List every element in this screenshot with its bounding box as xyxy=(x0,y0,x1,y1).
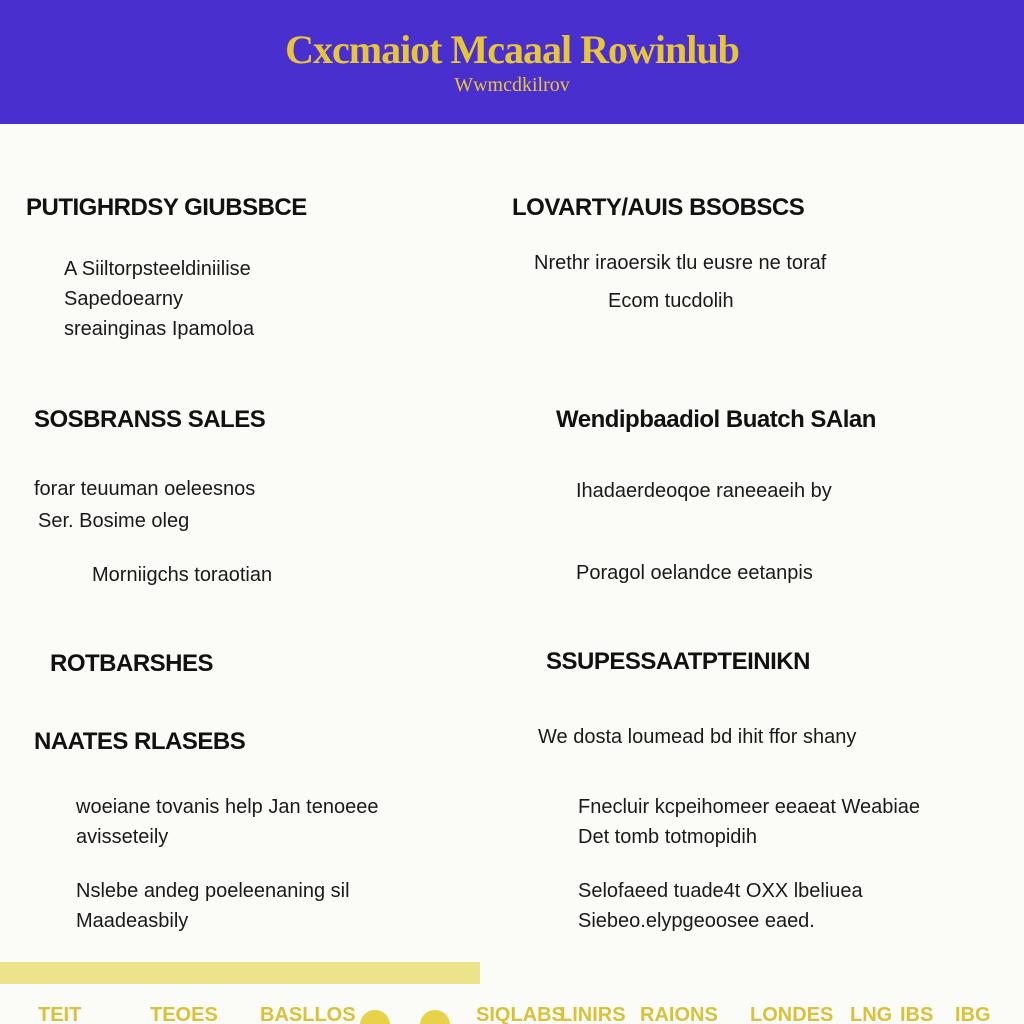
page-header xyxy=(0,0,1024,124)
section-text-right-2-line-1: Ihadaerdeoqoe raneeaeih by xyxy=(576,480,832,502)
footer-item-6: RAIONS xyxy=(640,1004,718,1024)
section-heading-right-3: SSUPESSAATPTEINIKN xyxy=(546,648,810,675)
section-text-right-4-line-2: Det tomb totmopidih xyxy=(578,826,757,848)
section-text-left-4-line-1: woeiane tovanis help Jan tenoeee xyxy=(76,796,379,818)
page-title: Cxcmaiot Mcaaal Rowinlub xyxy=(285,27,739,72)
section-text-right-4-line-4: Siebeo.elypgeoosee eaed. xyxy=(578,910,815,932)
page-subtitle: Wwmcdkilrov xyxy=(454,74,570,96)
footer-item-3: BASLLOS xyxy=(260,1004,356,1024)
section-text-left-2-line-2: Ser. Bosime oleg xyxy=(38,510,190,532)
footer-item-10: IBG xyxy=(955,1004,991,1024)
page-footer xyxy=(0,1000,1024,1024)
footer-item-1: TEIT xyxy=(38,1004,82,1024)
section-heading-left-4: NAATES RLASEBS xyxy=(34,728,246,755)
section-text-left-4-line-3: Nslebe andeg poeleenaning sil xyxy=(76,880,350,902)
footer-item-7: LONDES xyxy=(750,1004,834,1024)
section-text-left-4-line-4: Maadeasbily xyxy=(76,910,189,932)
footer-item-8: LNG xyxy=(850,1004,893,1024)
section-text-left-2-line-3: Morniigchs toraotian xyxy=(92,564,273,586)
footer-dot-icon xyxy=(360,1010,390,1024)
section-heading-left-1: PUTIGHRDSY GIUBSBCE xyxy=(26,194,307,221)
section-text-right-1-line-1: Nrethr iraoersik tlu eusre ne toraf xyxy=(534,252,827,274)
accent-divider-bar xyxy=(0,962,480,984)
footer-dot-icon xyxy=(420,1010,450,1024)
footer-item-2: TEOES xyxy=(150,1004,218,1024)
section-text-right-4-line-1: Fnecluir kcpeihomeer eeaeat Weabiae xyxy=(578,796,921,818)
section-text-left-1-line-2: Sapedoearny xyxy=(64,288,183,310)
section-text-left-1-line-3: sreainginas Ipamoloa xyxy=(64,318,255,340)
section-heading-right-2: Wendipbaadiol Buatch SAlan xyxy=(556,406,876,433)
section-text-right-3-line-1: We dosta loumead bd ihit ffor shany xyxy=(538,726,857,748)
footer-item-5: LINIRS xyxy=(560,1004,626,1024)
footer-item-4: SIQLABS xyxy=(476,1004,565,1024)
section-heading-left-2: SOSBRANSS SALES xyxy=(34,406,266,433)
section-heading-right-1: LOVARTY/AUIS BSOBSCS xyxy=(512,194,805,221)
section-text-left-4-line-2: avisseteily xyxy=(76,826,169,848)
section-text-right-2-line-2: Poragol oelandce eetanpis xyxy=(576,562,813,584)
section-text-left-1-line-1: A Siiltorpsteeldiniilise xyxy=(64,258,251,280)
section-heading-left-3: ROTBARSHES xyxy=(50,650,214,677)
footer-item-9: IBS xyxy=(900,1004,934,1024)
section-text-left-2-line-1: forar teuuman oeleesnos xyxy=(34,478,256,500)
section-text-right-4-line-3: Selofaeed tuade4t OXX lbeliuea xyxy=(578,880,863,902)
section-text-right-1-line-2: Ecom tucdolih xyxy=(608,290,734,312)
